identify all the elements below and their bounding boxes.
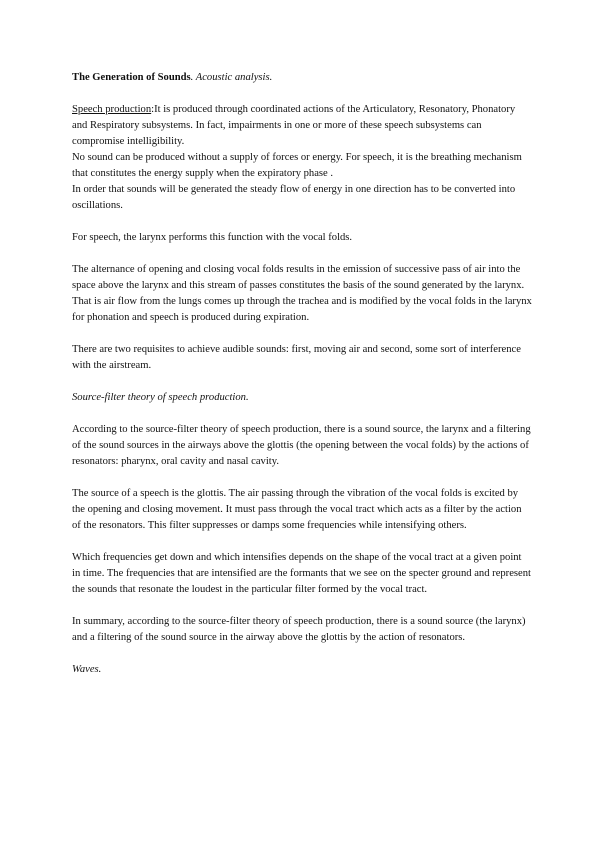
paragraph-according: According to the source-filter theory of speech production, there is a sound source, the larynx and a filtering of the sound sources in the airways above the glottis (the opening between the vocal folds) by the actions of resonators: pharynx, oral cavity and nasal cavity. [72, 424, 531, 467]
document-title [72, 70, 532, 86]
paragraph-summary: In summary, according to the source-filter theory of speech production, there is a sound source (the larynx) and a filtering of the sound source in the airway above the glottis by the action of resonators. [72, 616, 526, 643]
spacer [72, 214, 532, 230]
paragraph-larynx: For speech, the larynx performs this function with the vocal folds. [72, 232, 353, 243]
spacer [72, 598, 532, 614]
document-body [72, 70, 532, 678]
spacer [72, 470, 532, 486]
heading-waves: Waves. [72, 664, 102, 675]
spacer [72, 646, 532, 662]
intro-line-energy: No sound can be produced without a supply of forces or energy. For speech, it is the breathing mechanism that constitutes the energy supply when the expiratory phase . [72, 152, 522, 179]
spacer [72, 86, 532, 102]
paragraph-alternance: The alternance of opening and closing vocal folds results in the emission of successive pass of air into the space above the larynx and this stream of passes constitutes the basis of the sound generated by the larynx. That is air flow from the lungs comes up through the trachea and is modified by the vocal folds in the larynx for phonation and speech is produced during expiration. [72, 264, 532, 323]
heading-source-filter: Source-filter theory of speech production. [72, 392, 249, 403]
spacer [72, 326, 532, 342]
spacer [72, 534, 532, 550]
paragraph-source: The source of a speech is the glottis. The air passing through the vibration of the vocal folds is excited by the opening and closing movement. It must pass through the vocal tract which acts as a filter by the action of the resonators. This filter suppresses or damps some frequencies while intensifying others. [72, 488, 522, 531]
paragraph-frequencies: Which frequencies get down and which intensifies depends on the shape of the vocal tract at a given point in time. The frequencies that are intensified are the formants that we see on the specter ground and represent the sounds that resonate the loudest in the particular filter formed by the vocal tract. [72, 552, 531, 595]
intro-line-oscillations: In order that sounds will be generated the steady flow of energy in one direction has to be converted into oscillations. [72, 184, 516, 211]
title-bold-part: The Generation of Sounds [72, 72, 191, 83]
intro-term: Speech production [72, 104, 152, 115]
paragraph-requisites: There are two requisites to achieve audible sounds: first, moving air and second, some sort of interference with the airstream. [72, 344, 521, 371]
intro-paragraph [72, 102, 532, 150]
spacer [72, 374, 532, 390]
intro-text: :It is produced through coordinated actions of the Articulatory, Resonatory, Phonatory and Respiratory subsystems. In fact, impairments in one or more of these speech subsystems can compromise intelligibility. [72, 104, 516, 147]
spacer [72, 246, 532, 262]
title-italic-part: . Acoustic analysis. [190, 72, 273, 83]
spacer [72, 406, 532, 422]
